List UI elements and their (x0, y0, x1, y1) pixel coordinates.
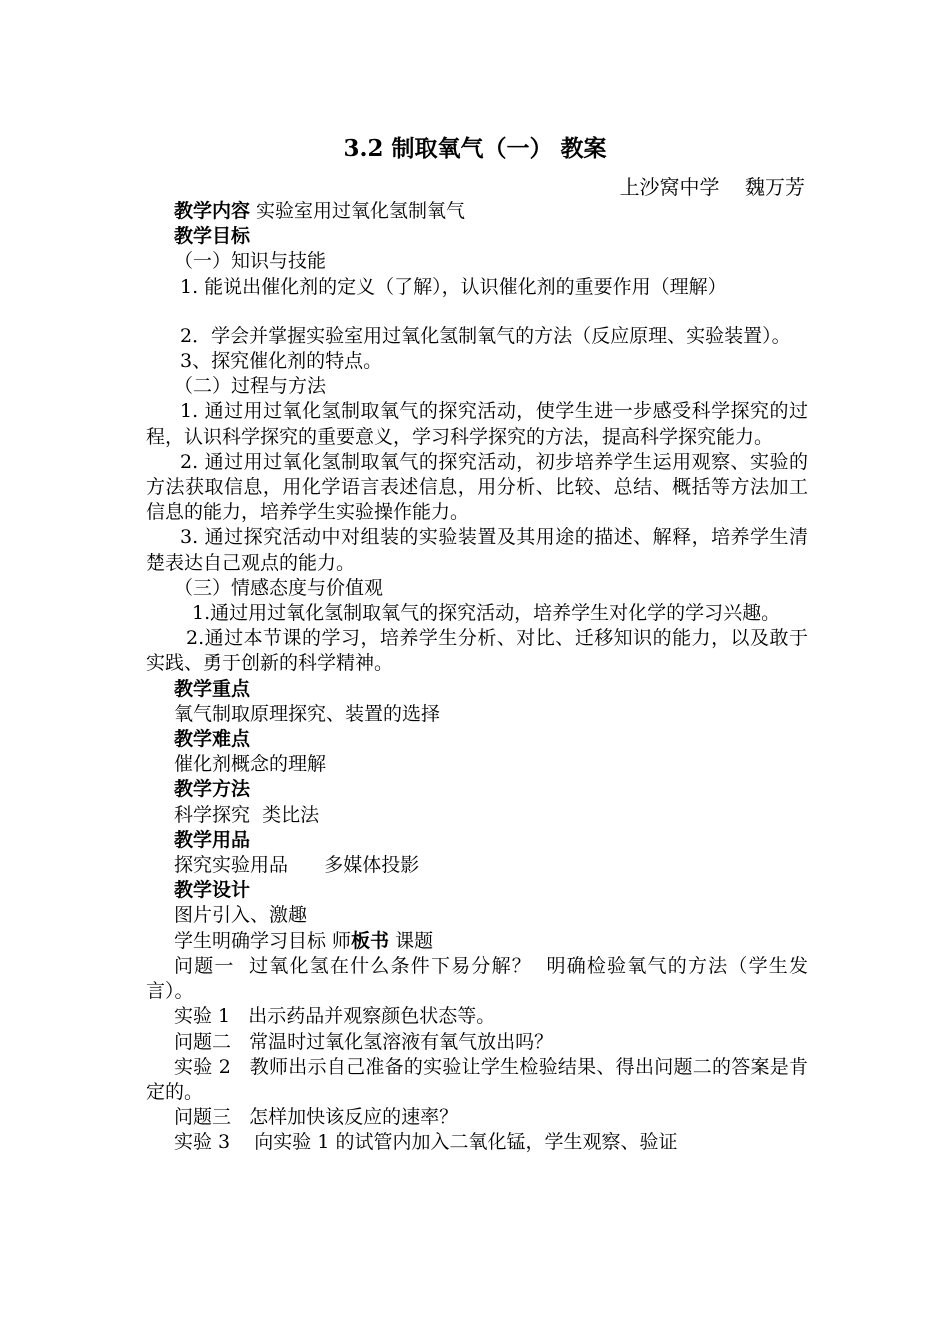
experiment-1: 实验 1 出示药品并观察颜色状态等。 (174, 1005, 496, 1028)
difficulty-heading: 教学难点 (174, 728, 251, 751)
process-heading: （二）过程与方法 (174, 375, 327, 398)
difficulty-text: 催化剂概念的理解 (174, 753, 327, 776)
supplies-text: 探究实验用品 多媒体投影 (174, 854, 420, 877)
emotion-heading: （三）情感态度与价值观 (174, 576, 384, 599)
design-item-2-text: 学生明确学习目标 师 (174, 929, 352, 952)
question-1: 问题一 过氧化氢在什么条件下易分解？ 明确检验氧气的方法（学生发言）。 (146, 954, 808, 1003)
content-text: 实验室用过氧化氢制氧气 (250, 200, 466, 222)
blank-line (146, 300, 808, 324)
emotion-item-2: 2.通过本节课的学习，培养学生分析、对比、迁移知识的能力，以及敢于实践、勇于创新的科学精神。 (146, 627, 808, 675)
question-2: 问题二 常温时过氧化氢溶液有氧气放出吗？ (174, 1030, 554, 1053)
knowledge-item-2: 2．学会并掌握实验室用过氧化氢制氧气的方法（反应原理、实验装置）。 (180, 324, 791, 347)
document-body (146, 199, 808, 1156)
content-line (146, 199, 808, 224)
key-heading: 教学重点 (174, 677, 251, 700)
question-3: 问题三 怎样加快该反应的速率？ (174, 1106, 459, 1129)
process-item-3: 3. 通过探究活动中对组装的实验装置及其用途的描述、解释，培养学生清楚表达自己观点的能力。 (146, 526, 808, 574)
blackboard-label: 板书 (351, 929, 390, 952)
process-item-1: 1. 通过用过氧化氢制取氧气的探究活动，使学生进一步感受科学探究的过程，认识科学探究的重要意义，学习科学探究的方法，提高科学探究能力。 (146, 400, 808, 448)
design-heading: 教学设计 (174, 879, 251, 902)
method-heading: 教学方法 (174, 778, 251, 801)
knowledge-item-1: 1. 能说出催化剂的定义（了解），认识催化剂的重要作用（理解） (180, 275, 727, 298)
key-text: 氧气制取原理探究、装置的选择 (174, 702, 441, 725)
content-label: 教学内容 (174, 200, 251, 222)
author-line: 上沙窝中学 魏万芳 (619, 175, 805, 199)
knowledge-heading: （一）知识与技能 (174, 250, 327, 273)
supplies-heading: 教学用品 (174, 828, 251, 851)
experiment-2: 实验 2 教师出示自己准备的实验让学生检验结果、得出问题二的答案是肯定的。 (146, 1055, 808, 1103)
experiment-3: 实验 3 向实验 1 的试管内加入二氧化锰，学生观察、验证 (174, 1131, 678, 1154)
design-item-2 (146, 929, 808, 954)
design-item-1: 图片引入、激趣 (174, 904, 308, 927)
process-item-2: 2. 通过用过氧化氢制取氧气的探究活动，初步培养学生运用观察、实验的方法获取信息，用化学语言表述信息，用分析、比较、总结、概括等方法加工信息的能力，培养学生实验操作能力。 (146, 450, 808, 524)
design-item-2-topic: 课题 (389, 929, 434, 952)
page-title: 3.2 制取氧气（一） 教案 (343, 135, 607, 162)
method-text: 科学探究 类比法 (174, 803, 320, 826)
knowledge-item-3: 3、探究催化剂的特点。 (180, 350, 383, 373)
goals-heading: 教学目标 (174, 225, 251, 248)
emotion-item-1: 1.通过用过氧化氢制取氧气的探究活动，培养学生对化学的学习兴趣。 (192, 602, 781, 625)
